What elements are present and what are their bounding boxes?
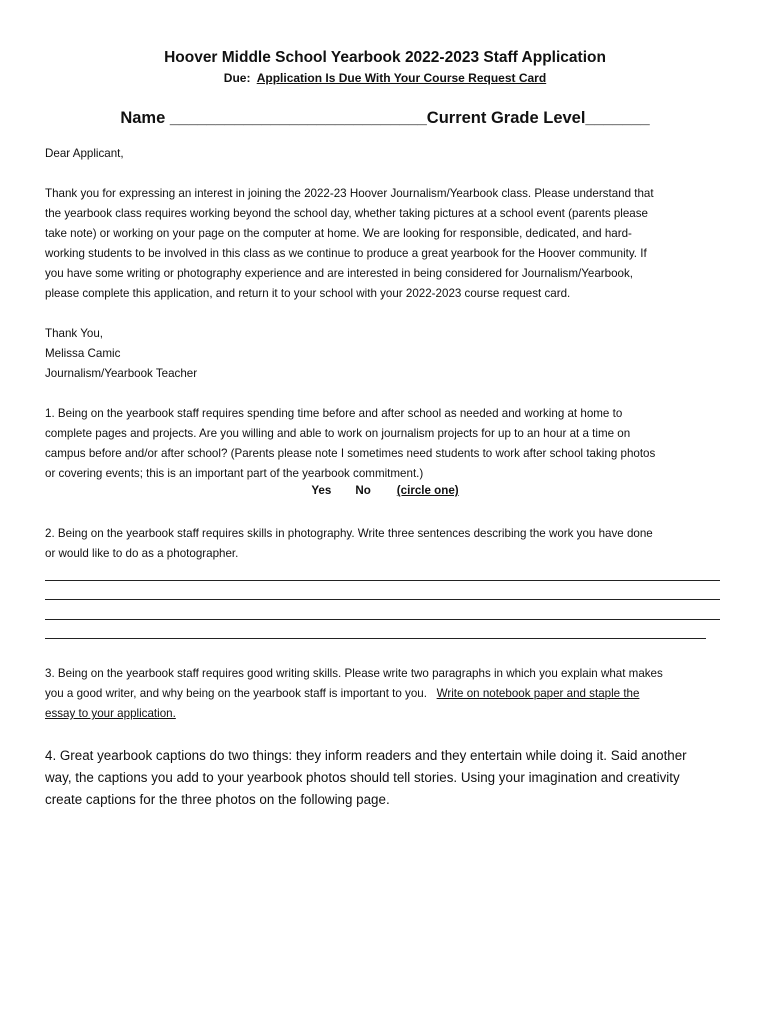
name-grade-field-line[interactable]: Name ____________________________Current Grade Level_______ bbox=[120, 109, 650, 127]
due-text: Application Is Due With Your Course Request Card bbox=[256, 71, 547, 85]
staple-instruction-continued: essay to your application. bbox=[45, 707, 176, 720]
letter-body-line: please complete this application, and return it to your school with your 2022-2023 course request card. bbox=[45, 287, 571, 300]
question-4-line: way, the captions you add to your yearbook photos should tell stories. Using your imagination and creativity bbox=[45, 770, 680, 785]
page-title: Hoover Middle School Yearbook 2022-2023 Staff Application bbox=[164, 49, 606, 66]
answer-line[interactable] bbox=[45, 599, 720, 600]
letter-body-line: take note) or working on your page on the computer at home. We are looking for responsible, dedicated, and hard- bbox=[45, 227, 632, 240]
letter-body-line: working students to be involved in this class as we continue to produce a great yearbook for the Hoover community. If bbox=[45, 247, 647, 260]
letter-body bbox=[45, 184, 727, 304]
question-1 bbox=[45, 404, 727, 484]
signer-name: Melissa Camic bbox=[45, 347, 121, 360]
staple-instruction: Write on notebook paper and staple the bbox=[436, 687, 640, 700]
letter-body-line: Thank you for expressing an interest in joining the 2022-23 Hoover Journalism/Yearbook class. Please understand that bbox=[45, 187, 654, 200]
question-2-line: or would like to do as a photographer. bbox=[45, 547, 239, 560]
question-3-line bbox=[45, 684, 727, 704]
letter-signoff bbox=[45, 324, 727, 384]
circle-one-instruction: (circle one) bbox=[396, 484, 459, 497]
answer-line[interactable] bbox=[45, 580, 720, 581]
no-option[interactable]: No bbox=[355, 484, 371, 497]
question-1-line: complete pages and projects. Are you willing and able to work on journalism projects for up to an hour at a time on bbox=[45, 427, 631, 440]
yes-no-choices bbox=[0, 484, 770, 497]
question-3-text: you a good writer, and why being on the yearbook staff is important to you. bbox=[45, 687, 437, 700]
due-label: Due: bbox=[223, 71, 251, 85]
question-3-line: 3. Being on the yearbook staff requires good writing skills. Please write two paragraphs in which you explain what makes bbox=[45, 667, 663, 680]
question-4-line: create captions for the three photos on the following page. bbox=[45, 792, 390, 807]
question-1-line: campus before and/or after school? (Parents please note I sometimes need students to work after school taking photos bbox=[45, 447, 656, 460]
answer-line[interactable] bbox=[45, 619, 720, 620]
letter-body-line: the yearbook class requires working beyond the school day, whether taking pictures at a school event (parents please bbox=[45, 207, 649, 220]
closing: Thank You, bbox=[45, 327, 104, 340]
question-4-line: 4. Great yearbook captions do two things: they inform readers and they entertain while doing it. Said another bbox=[45, 748, 687, 763]
salutation: Dear Applicant, bbox=[45, 147, 124, 160]
question-2-line: 2. Being on the yearbook staff requires skills in photography. Write three sentences describing the work you have done bbox=[45, 527, 653, 540]
due-line bbox=[0, 71, 770, 85]
question-2 bbox=[45, 524, 727, 564]
question-1-line: or covering events; this is an important part of the yearbook commitment.) bbox=[45, 467, 424, 480]
question-1-line: 1. Being on the yearbook staff requires spending time before and after school as needed and working at home to bbox=[45, 407, 623, 420]
letter-body-line: you have some writing or photography experience and are interested in being considered for Journalism/Yearbook, bbox=[45, 267, 633, 280]
answer-line[interactable] bbox=[45, 638, 706, 639]
signer-title: Journalism/Yearbook Teacher bbox=[45, 367, 198, 380]
yes-option[interactable]: Yes bbox=[311, 484, 332, 497]
question-4 bbox=[45, 745, 735, 811]
question-3 bbox=[45, 664, 727, 724]
